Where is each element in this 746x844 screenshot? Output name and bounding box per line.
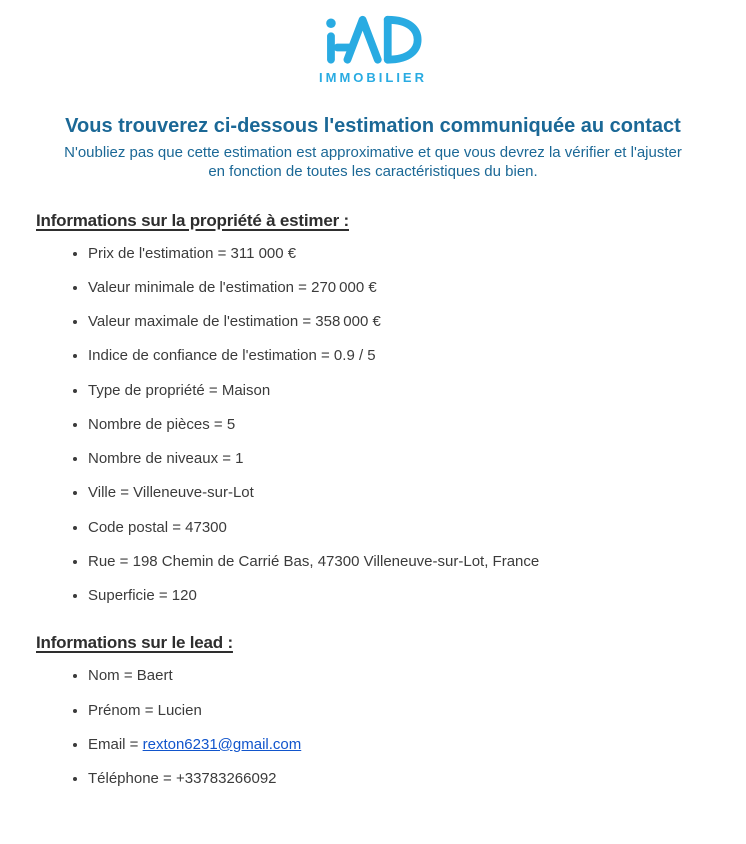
brand-subtitle: IMMOBILIER bbox=[319, 70, 427, 85]
lead-item-email-label: Email = bbox=[88, 735, 143, 753]
lead-item-email bbox=[88, 736, 710, 753]
property-item-min-value: • Valeur minimale de l'estimation = 270 000 € bbox=[88, 279, 710, 296]
lead-item-phone: • Téléphone = +33783266092 bbox=[88, 770, 710, 787]
lead-section-heading: Informations sur le lead : bbox=[36, 633, 233, 653]
email-link[interactable]: rexton6231@gmail.com bbox=[142, 735, 302, 753]
property-item-postal-code: • Code postal = 47300 bbox=[88, 519, 710, 536]
brand-logo bbox=[36, 10, 710, 85]
lead-list bbox=[36, 667, 710, 787]
property-item-area: • Superficie = 120 bbox=[88, 587, 710, 604]
property-item-confidence: • Indice de confiance de l'estimation = 0.9 / 5 bbox=[88, 347, 710, 364]
intro-note-line1: N'oubliez pas que cette estimation est approximative et que vous devrez la vérifier et l'ajuster bbox=[64, 144, 682, 161]
lead-item-firstname: • Prénom = Lucien bbox=[88, 702, 710, 719]
page-title: Vous trouverez ci-dessous l'estimation communiquée au contact bbox=[65, 115, 681, 137]
intro-note-line2: en fonction de toutes les caractéristiques du bien. bbox=[208, 162, 538, 180]
intro-note bbox=[36, 144, 710, 182]
lead-item-lastname: • Nom = Baert bbox=[88, 667, 710, 684]
property-list bbox=[36, 245, 710, 605]
iad-logo-icon bbox=[323, 12, 423, 69]
property-item-street: • Rue = 198 Chemin de Carrié Bas, 47300 Villeneuve-sur-Lot, France bbox=[88, 553, 710, 570]
property-section-heading: Informations sur la propriété à estimer : bbox=[36, 210, 349, 230]
property-item-rooms: • Nombre de pièces = 5 bbox=[88, 416, 710, 433]
property-item-city: • Ville = Villeneuve-sur-Lot bbox=[88, 484, 710, 501]
property-item-type: • Type de propriété = Maison bbox=[88, 382, 710, 399]
property-item-levels: • Nombre de niveaux = 1 bbox=[88, 450, 710, 467]
property-item-max-value: • Valeur maximale de l'estimation = 358 000 € bbox=[88, 313, 710, 330]
property-item-price: • Prix de l'estimation = 311 000 € bbox=[88, 245, 710, 262]
